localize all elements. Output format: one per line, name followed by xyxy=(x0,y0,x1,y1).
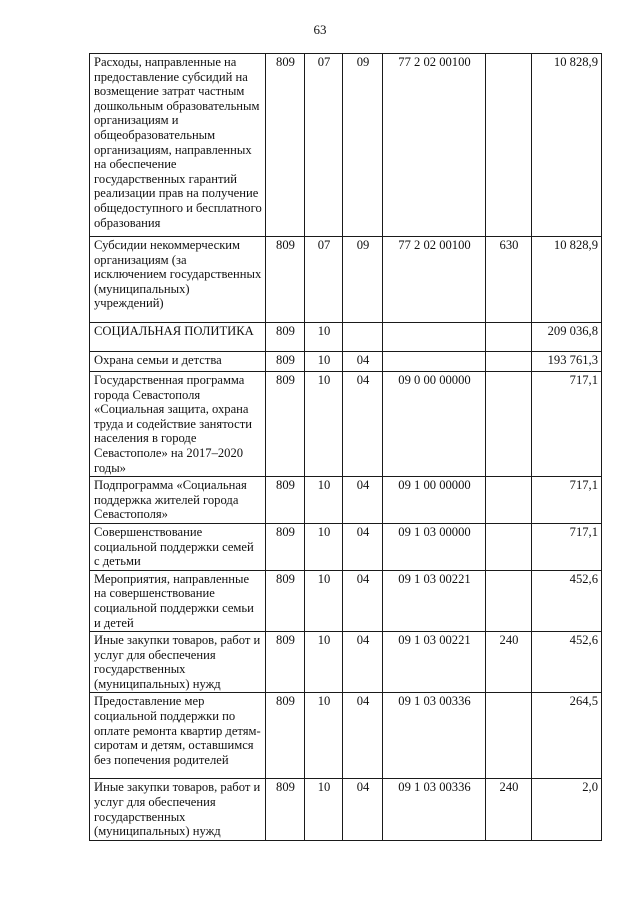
table-row xyxy=(90,570,602,631)
row-amount-cell: 209 036,8 xyxy=(532,323,602,352)
row-name-cell: Совершенствование социальной поддержки семей с детьми xyxy=(90,523,266,570)
row-gr-cell: 809 xyxy=(266,372,305,477)
row-rz-cell: 10 xyxy=(305,477,343,524)
budget-table-body xyxy=(90,54,602,841)
row-amount-cell: 10 828,9 xyxy=(532,54,602,237)
row-pr-cell: 09 xyxy=(343,237,383,323)
row-vr-cell xyxy=(486,570,532,631)
row-csr-cell xyxy=(383,323,486,352)
row-rz-cell: 10 xyxy=(305,372,343,477)
row-csr-cell: 77 2 02 00100 xyxy=(383,54,486,237)
row-pr-cell: 04 xyxy=(343,523,383,570)
row-vr-cell xyxy=(486,323,532,352)
row-gr-cell: 809 xyxy=(266,54,305,237)
row-rz-cell: 10 xyxy=(305,523,343,570)
row-rz-cell: 10 xyxy=(305,352,343,372)
row-rz-cell: 10 xyxy=(305,570,343,631)
row-amount-cell: 10 828,9 xyxy=(532,237,602,323)
row-name-cell: Иные закупки товаров, работ и услуг для обеспечения государственных (муниципальных) нужд xyxy=(90,632,266,693)
row-name-cell: СОЦИАЛЬНАЯ ПОЛИТИКА xyxy=(90,323,266,352)
row-name-cell: Подпрограмма «Социальная поддержка жителей города Севастополя» xyxy=(90,477,266,524)
table-row xyxy=(90,54,602,237)
table-row xyxy=(90,477,602,524)
row-vr-cell xyxy=(486,352,532,372)
row-gr-cell: 809 xyxy=(266,352,305,372)
row-vr-cell: 630 xyxy=(486,237,532,323)
row-gr-cell: 809 xyxy=(266,693,305,779)
table-row xyxy=(90,372,602,477)
row-gr-cell: 809 xyxy=(266,477,305,524)
row-vr-cell xyxy=(486,54,532,237)
row-name-cell: Государственная программа города Севастополя «Социальная защита, охрана труда и содействие занятости населения в городе Севастополе» на 2017–2020 годы» xyxy=(90,372,266,477)
row-amount-cell: 2,0 xyxy=(532,779,602,840)
row-pr-cell: 04 xyxy=(343,693,383,779)
row-csr-cell: 09 1 03 00336 xyxy=(383,693,486,779)
row-pr-cell: 04 xyxy=(343,570,383,631)
row-amount-cell: 193 761,3 xyxy=(532,352,602,372)
row-vr-cell xyxy=(486,693,532,779)
row-vr-cell: 240 xyxy=(486,632,532,693)
row-csr-cell: 09 1 00 00000 xyxy=(383,477,486,524)
budget-table xyxy=(89,53,602,841)
table-row xyxy=(90,632,602,693)
row-gr-cell: 809 xyxy=(266,237,305,323)
row-pr-cell: 04 xyxy=(343,632,383,693)
row-csr-cell xyxy=(383,352,486,372)
row-gr-cell: 809 xyxy=(266,570,305,631)
row-gr-cell: 809 xyxy=(266,323,305,352)
row-name-cell: Субсидии некоммерческим организациям (за исключением государственных (муниципальных) учреждений) xyxy=(90,237,266,323)
table-row xyxy=(90,352,602,372)
row-vr-cell xyxy=(486,372,532,477)
row-amount-cell: 717,1 xyxy=(532,523,602,570)
row-name-cell: Предоставление мер социальной поддержки по оплате ремонта квартир детям-сиротам и детям, оставшимся без попечения родителей xyxy=(90,693,266,779)
row-csr-cell: 09 1 03 00221 xyxy=(383,632,486,693)
table-row xyxy=(90,693,602,779)
row-pr-cell xyxy=(343,323,383,352)
row-csr-cell: 09 1 03 00221 xyxy=(383,570,486,631)
row-name-cell: Иные закупки товаров, работ и услуг для обеспечения государственных (муниципальных) нужд xyxy=(90,779,266,840)
table-row xyxy=(90,523,602,570)
row-pr-cell: 04 xyxy=(343,352,383,372)
row-vr-cell xyxy=(486,477,532,524)
row-rz-cell: 10 xyxy=(305,693,343,779)
row-gr-cell: 809 xyxy=(266,523,305,570)
row-pr-cell: 04 xyxy=(343,477,383,524)
row-amount-cell: 264,5 xyxy=(532,693,602,779)
table-row xyxy=(90,779,602,840)
row-amount-cell: 717,1 xyxy=(532,372,602,477)
row-gr-cell: 809 xyxy=(266,779,305,840)
row-amount-cell: 717,1 xyxy=(532,477,602,524)
row-gr-cell: 809 xyxy=(266,632,305,693)
row-rz-cell: 10 xyxy=(305,323,343,352)
row-rz-cell: 07 xyxy=(305,237,343,323)
row-rz-cell: 10 xyxy=(305,632,343,693)
row-vr-cell: 240 xyxy=(486,779,532,840)
row-amount-cell: 452,6 xyxy=(532,570,602,631)
row-amount-cell: 452,6 xyxy=(532,632,602,693)
row-csr-cell: 09 1 03 00000 xyxy=(383,523,486,570)
row-rz-cell: 07 xyxy=(305,54,343,237)
page-number: 63 xyxy=(313,22,327,37)
row-csr-cell: 09 1 03 00336 xyxy=(383,779,486,840)
row-name-cell: Охрана семьи и детства xyxy=(90,352,266,372)
row-name-cell: Мероприятия, направленные на совершенствование социальной поддержки семьи и детей xyxy=(90,570,266,631)
row-pr-cell: 04 xyxy=(343,372,383,477)
row-rz-cell: 10 xyxy=(305,779,343,840)
row-csr-cell: 77 2 02 00100 xyxy=(383,237,486,323)
row-pr-cell: 09 xyxy=(343,54,383,237)
table-row xyxy=(90,323,602,352)
table-row xyxy=(90,237,602,323)
row-name-cell: Расходы, направленные на предоставление субсидий на возмещение затрат частным дошкольным образовательным организациям и общеобразовательным организациям, направленных на обеспечение государственных гарантий реализации прав на получение общедоступного и бесплатного образования xyxy=(90,54,266,237)
row-csr-cell: 09 0 00 00000 xyxy=(383,372,486,477)
row-vr-cell xyxy=(486,523,532,570)
row-pr-cell: 04 xyxy=(343,779,383,840)
